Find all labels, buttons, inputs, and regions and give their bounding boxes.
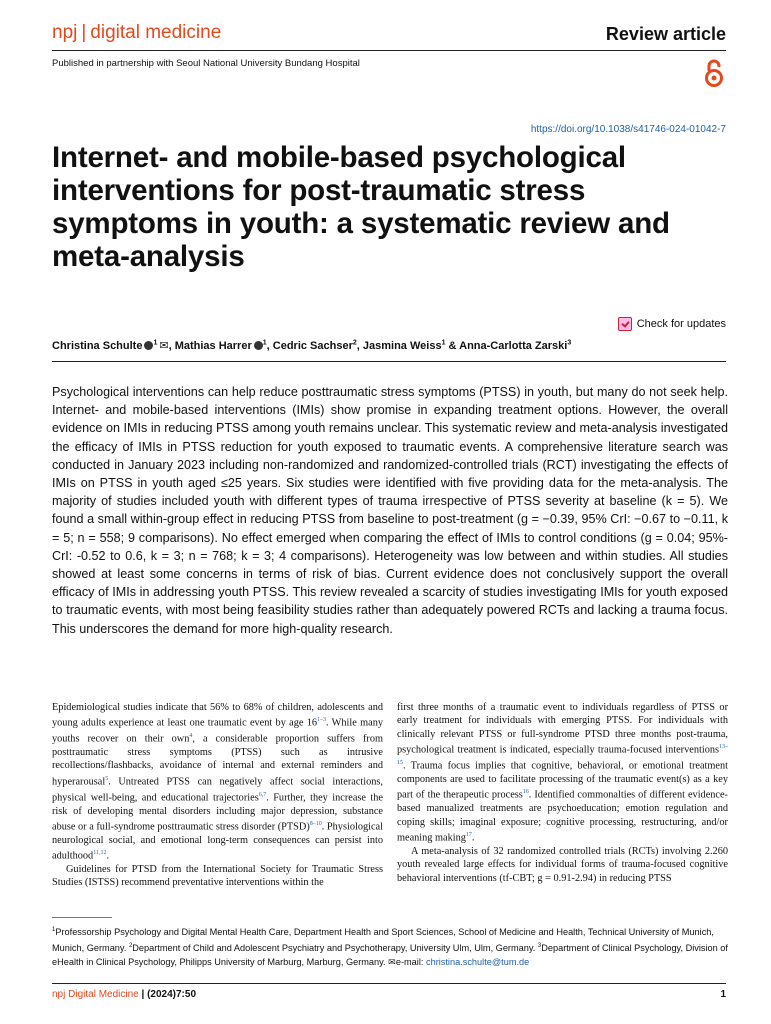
body-paragraph: Epidemiological studies indicate that 56% to 68% of children, adolescents and young adults experience at least one traumatic event by age 16$^{1-3}$. While many youths recover on their own$^4$, a considerable proportion suffers from posttraumatic stress symptoms (PTSS) such as intrusive recollections/flashbacks, avoidance of internal and external reminders and hyperarousal$^5$. Untreated PTSS can negatively affect social interactions, physical well-being, and educational trajectories$^{6,7}$. Further, they increase the risk of developing mental disorders including major depression, substance abuse or a full-syndrome posttraumatic stress disorder (PTSD)$^{8-10}$. Physiological neurological social, and emotional long-term consequences can persist into adulthood$^{11,12}$.: [52, 702, 383, 862]
author-affil-sup: 1: [441, 339, 446, 347]
citation-ref[interactable]: 1–3: [317, 717, 326, 724]
affiliations: $^1$Professorship Psychology and Digital Mental Health Care, Department Health and Sport Sciences, School of Medicine and Health, Technical University of Munich, Munich, Germany. $^2$Department of Child and Adolescent Psychiatry and Psychotherapy, University Ulm, Ulm, Germany. $^3$Department of Clinical Psychology, Division of eHealth in Clinical Psychology, Philipps University of Marburg, Marburg, Germany. ✉e-mail: christina.schulte@tum.de: [52, 927, 728, 968]
brand-npj: npj: [52, 22, 78, 43]
open-access-icon[interactable]: [703, 58, 725, 88]
body-paragraph: A meta-analysis of 32 randomized controlled trials (RCTs) involving 2.260 youth revealed large effects for individual forms of trauma-focused cognitive behavioral interventions (tf-CBT; g = 0.91-2.94) in reducing PTSS: [397, 845, 728, 884]
author-affil-sup: 1: [153, 339, 158, 347]
citation-ref[interactable]: 17: [465, 831, 472, 838]
author-name[interactable]: , Mathias Harrer: [168, 340, 252, 352]
brand-journal: digital medicine: [90, 22, 222, 43]
author-list: [52, 339, 571, 352]
author-affil-sup: 2: [352, 339, 357, 347]
footer-journal-link[interactable]: npj Digital Medicine: [52, 989, 139, 1000]
body-column-right: [397, 701, 728, 885]
email-link[interactable]: christina.schulte@tum.de: [425, 957, 530, 968]
footer-citation: npj Digital Medicine | (2024)7:50: [52, 989, 196, 1000]
citation-ref[interactable]: 4: [189, 733, 193, 740]
body-column-left: [52, 701, 383, 890]
author-name[interactable]: , Jasmina Weiss: [356, 340, 442, 352]
citation-ref[interactable]: 16: [522, 789, 529, 796]
header-divider: [52, 50, 726, 51]
citation-ref[interactable]: 5: [105, 775, 109, 782]
check-updates-icon: [618, 317, 632, 331]
partner-line: Published in partnership with Seoul National University Bundang Hospital: [52, 58, 360, 69]
doi-link[interactable]: https://doi.org/10.1038/s41746-024-01042-7: [530, 124, 726, 135]
author-name[interactable]: Christina Schulte: [52, 340, 143, 352]
article-type: Review article: [605, 24, 726, 44]
abstract: Psychological interventions can help reduce posttraumatic stress symptoms (PTSS) in youth, but many do not seek help. Internet- and mobile-based interventions (IMIs) show promise in expanding treatment options. However, the overall evidence on IMIs in reducing PTSS among youth remains unclear. This systematic review and meta-analysis investigated the efficacy of IMIs in PTSS reduction for youth exposed to traumatic events. A comprehensive literature search was conducted in January 2023 including non-randomized and randomized-controlled trials (RCT) investigating the effects of IMIs on PTSS in youth aged ≤25 years. Six studies were identified with five providing data for the meta-analysis. The majority of studies included youth with different types of trauma irrespective of PTSS severity at baseline (k = 5). We found a small within-group effect in reducing PTSS from baseline to post-treatment (g = −0.39, 95% CrI: −0.67 to −0.11, k = 5; n = 558; 9 comparisons). No effect emerged when comparing the effect of IMIs to control conditions (g = 0.04; 95%-CrI: -0.52 to 0.6, k = 3; n = 768; k = 3; 4 comparisons). Heterogeneity was low between and within studies. All studies showed at least some concerns in terms of risk of bias. Current evidence does not conclusively support the overall efficacy of IMIs in addressing youth PTSS. This review revealed a scarcity of studies investigating IMIs for youth exposed to traumatic events, with most being feasibility studies rather than adequately powered RCTs and lacking a trauma focus. This underscores the demand for more high-quality research.: [52, 385, 728, 636]
email-envelope-icon[interactable]: ✉: [159, 340, 169, 352]
author-affil-sup: 1: [262, 339, 267, 347]
journal-brand[interactable]: [52, 22, 221, 44]
body-paragraph: first three months of a traumatic event to individuals regardless of PTSS or early treatment for individuals with emerging PTSS. For individuals with clinically relevant PTSS or full-syndrome PTSD three months post-trauma, psychological treatment is indicated, especially trauma-focused interventions$^{13-15}$. Trauma focus implies that cognitive, behavioral, or emotional treatment components are used to facilitate processing of the traumatic event(s) as a key part of the therapeutic process$^{16}$. Identified commonalties of different evidence-based manualized treatments are psychoeducation; emotion regulation and coping skills; imaginal exposure; cognitive processing, restructuring, and/or meaning making$^{17}$.: [397, 702, 728, 844]
check-updates-label: Check for updates: [636, 318, 726, 330]
author-name[interactable]: , Cedric Sachser: [266, 340, 353, 352]
check-for-updates-button[interactable]: [618, 317, 726, 331]
footer-divider: [52, 983, 726, 984]
citation-ref[interactable]: 13–15: [397, 744, 728, 767]
author-affil-sup: 3: [567, 339, 572, 347]
citation-ref[interactable]: 6,7: [258, 791, 267, 798]
page-number: 1: [720, 989, 726, 1000]
orcid-icon[interactable]: [254, 341, 263, 350]
citation-ref[interactable]: 8–10: [309, 820, 322, 827]
body-paragraph: Guidelines for PTSD from the International Society for Traumatic Stress Studies (ISTSS) recommend preventative interventions within the: [52, 864, 383, 889]
authors-divider: [52, 361, 726, 362]
author-name[interactable]: & Anna-Carlotta Zarski: [445, 340, 568, 352]
envelope-icon: ✉: [388, 957, 396, 968]
brand-separator: |: [81, 22, 87, 43]
article-title: Internet- and mobile-based psychological interventions for post-traumatic stress symptoms in youth: a systematic review and meta-analysis: [52, 141, 670, 273]
citation-ref[interactable]: 11,12: [93, 850, 107, 857]
footnote-divider: [52, 917, 112, 918]
